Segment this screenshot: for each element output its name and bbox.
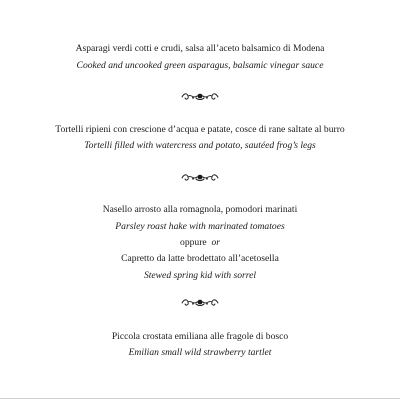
page-bottom-divider [0, 398, 400, 399]
scroll-ornament-icon [181, 173, 219, 182]
course-1-english: Cooked and uncooked green asparagus, balsamic vinegar sauce [76, 60, 324, 71]
course-3-or [0, 237, 400, 249]
course-1-italian: Asparagi verdi cotti e crudi, salsa all’aceto balsamico di Modena [75, 43, 325, 54]
course-3-english: Parsley roast hake with marinated tomatoes [115, 221, 285, 232]
or-english: or [211, 237, 220, 248]
course-4-english: Emilian small wild strawberry tartlet [128, 347, 272, 358]
or-italian: oppure [180, 237, 207, 248]
course-2-english: Tortelli filled with watercress and potato, sautéed frog’s legs [84, 140, 316, 151]
course-2-italian: Tortelli ripieni con crescione d’acqua e patate, cosce di rane saltate al burro [55, 124, 345, 135]
course-3-alt-english: Stewed spring kid with sorrel [143, 270, 257, 281]
scroll-ornament-icon [181, 92, 219, 101]
course-3-italian: Nasello arrosto alla romagnola, pomodori marinati [102, 204, 298, 215]
course-4-italian: Piccola crostata emiliana alle fragole di bosco [111, 331, 289, 342]
course-3-alt-italian: Capretto da latte brodettato all’acetosella [121, 253, 279, 264]
scroll-ornament-icon [181, 298, 219, 307]
